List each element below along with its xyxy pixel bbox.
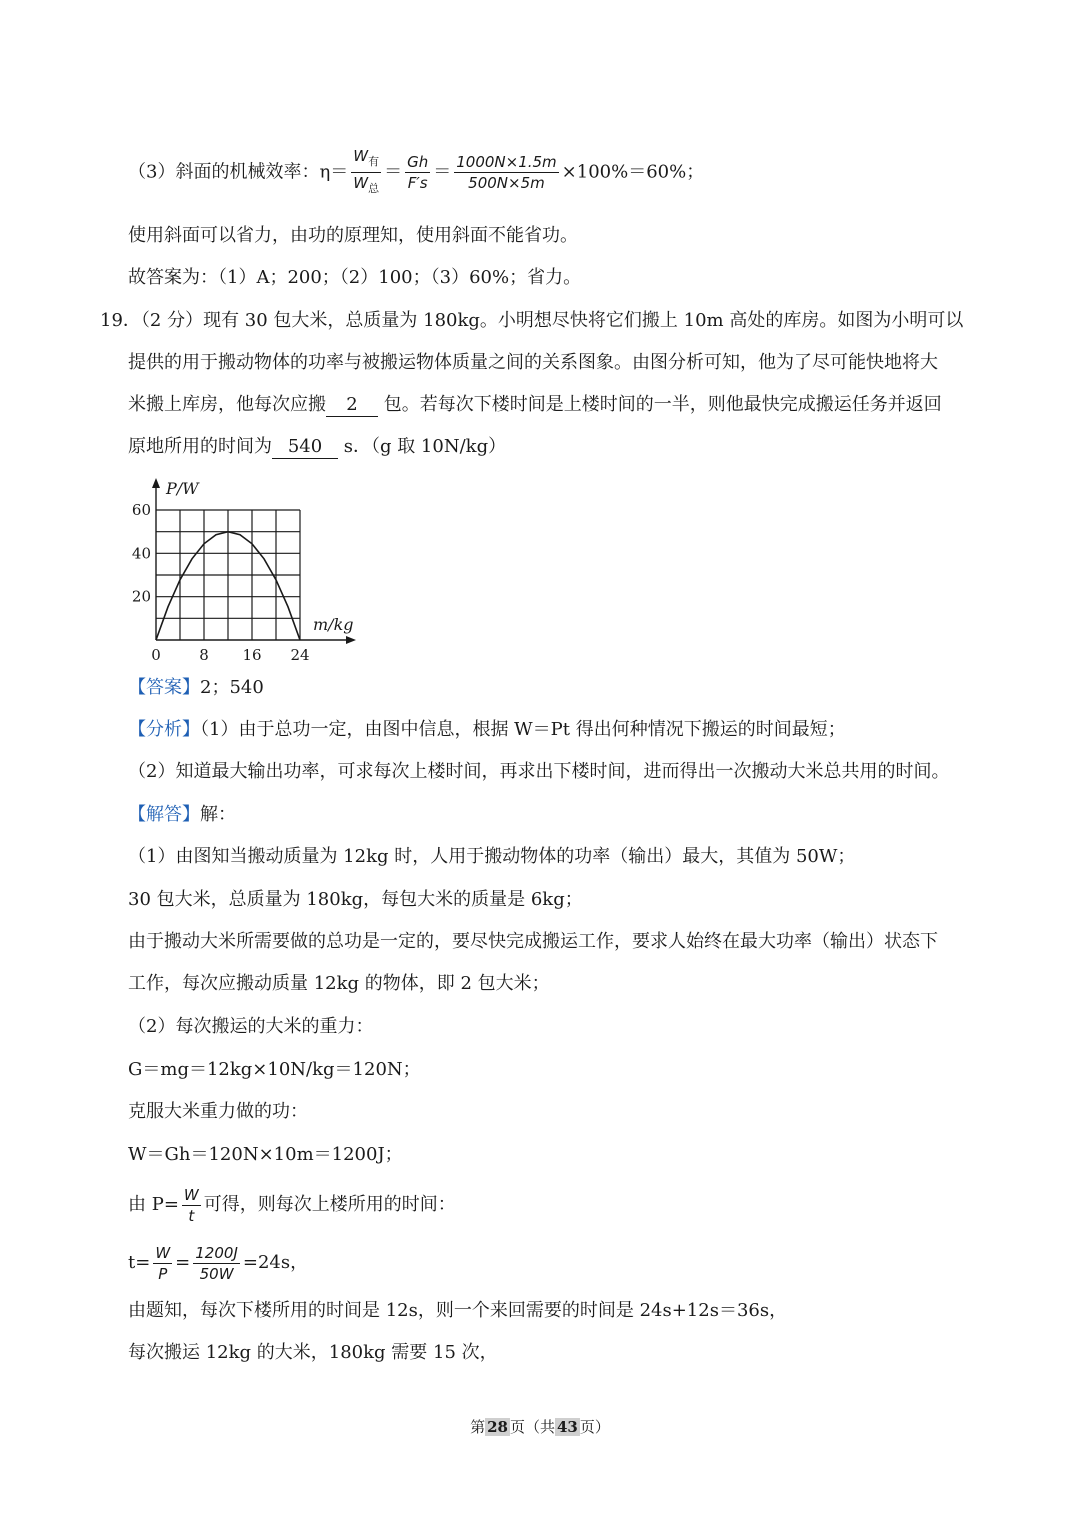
fraction-1200j-over-50w: $\frac{1200J}{50W}$ (195, 1243, 238, 1283)
y-tick-label: 40 (131, 544, 151, 563)
solution-line-3: 由于搬动大米所需要做的总功是一定的，要尽快完成搬运工作，要求人始终在最大功率（输出）状态下 (128, 931, 938, 952)
solution-line-1: （1）由图知当搬动质量为 12kg 时，人用于搬动物体的功率（输出）最大，其值为 50W； (128, 846, 856, 867)
fraction-w-over-t: $\frac{W}{t}$ (183, 1185, 199, 1225)
solution-intro: 【解答】解： (128, 804, 236, 825)
question-19-line-3: 米搬上库房，他每次应搬 2 包。若每次下楼时间是上楼时间的一半，则他最快完成搬运任务并返回 (128, 394, 942, 415)
previous-answer: 故答案为：（1）A；200；（2）100；（3）60%；省力。 (128, 267, 582, 288)
analysis-line-1: 【分析】（1）由于总功一定，由图中信息，根据 W＝Pt 得出何种情况下搬运的时间最短； (128, 719, 846, 740)
solution-line-11: 由题知，每次下楼所用的时间是 12s，则一个来回需要的时间是 24s+12s＝36s， (128, 1300, 788, 1321)
fraction-w-useful-over-total: $\frac{W_有}{W_总}$ (353, 147, 380, 195)
solution-line-10: t= $\frac{W}{P}$ = $\frac{1200J}{50W}$ =24s， (128, 1243, 309, 1283)
question-19-line-2: 提供的用于搬动物体的功率与被搬运物体质量之间的关系图象。由图分析可知，他为了尽可能快地将大 (128, 352, 938, 373)
solution-tag: 【解答】 (128, 804, 200, 825)
answer-tag: 【答案】 (128, 677, 200, 698)
answer-line: 【答案】2；540 (128, 677, 264, 698)
question-19-line-1: 19．（2 分）现有 30 包大米，总质量为 180kg。小明想尽快将它们搬上 10m 高处的库房。如图为小明可以 (100, 310, 964, 331)
y-axis-label: P/W (166, 479, 199, 498)
analysis-line-2: （2）知道最大输出功率，可求每次上楼时间，再求出下楼时间，进而得出一次搬动大米总共用的时间。 (128, 761, 950, 782)
question-19-line-4: 原地所用的时间为 540 s．（g 取 10N/kg） (128, 436, 507, 457)
x-tick-label: 8 (199, 646, 209, 664)
solution-line-2: 30 包大米，总质量为 180kg，每包大米的质量是 6kg； (128, 889, 583, 910)
total-pages: 43 (557, 1418, 578, 1436)
page-footer: 第 28 页（共 43 页） (470, 1418, 610, 1436)
power-mass-chart (128, 472, 368, 672)
analysis-tag: 【分析】 (128, 719, 200, 740)
x-tick-label: 16 (242, 646, 262, 664)
fraction-numeric: $\frac{1000N\times 1.5m}{500N\times 5m}$ (456, 153, 557, 192)
current-page: 28 (487, 1418, 508, 1436)
solution-line-6: G＝mg＝12kg×10N/kg＝120N； (128, 1059, 421, 1080)
solution-line-5: （2）每次搬运的大米的重力： (128, 1016, 374, 1037)
incline-note: 使用斜面可以省力，由功的原理知，使用斜面不能省功。 (128, 225, 578, 246)
x-tick-label: 24 (290, 646, 310, 664)
x-axis-label: m/kg (313, 615, 354, 634)
solution-line-4: 工作，每次应搬动质量 12kg 的物体，即 2 包大米； (128, 973, 550, 994)
x-tick-label: 0 (151, 646, 161, 664)
solution-line-9: 由 P= $\frac{W}{t}$ 可得，则每次上楼所用的时间： (128, 1185, 456, 1225)
y-tick-label: 20 (131, 587, 151, 606)
y-tick-label: 60 (131, 501, 151, 519)
efficiency-formula: （3）斜面的机械效率：η＝ $\frac{W_有}{W_总}$ ＝ $\frac{Gh}{F's}$ ＝ $\frac{1000N\times 1.5m}{500N\times 5m}$ ×100%＝60%； (128, 146, 704, 199)
answer-blank-1: 2 (326, 394, 378, 417)
solution-line-7: 克服大米重力做的功： (128, 1101, 308, 1122)
solution-line-12: 每次搬运 12kg 的大米，180kg 需要 15 次， (128, 1342, 498, 1363)
answer-blank-2: 540 (272, 436, 338, 459)
fraction-w-over-p: $\frac{W}{P}$ (155, 1243, 171, 1283)
fraction-gh-over-fs: $\frac{Gh}{F's}$ (407, 153, 429, 192)
solution-line-8: W＝Gh＝120N×10m＝1200J； (128, 1144, 403, 1165)
